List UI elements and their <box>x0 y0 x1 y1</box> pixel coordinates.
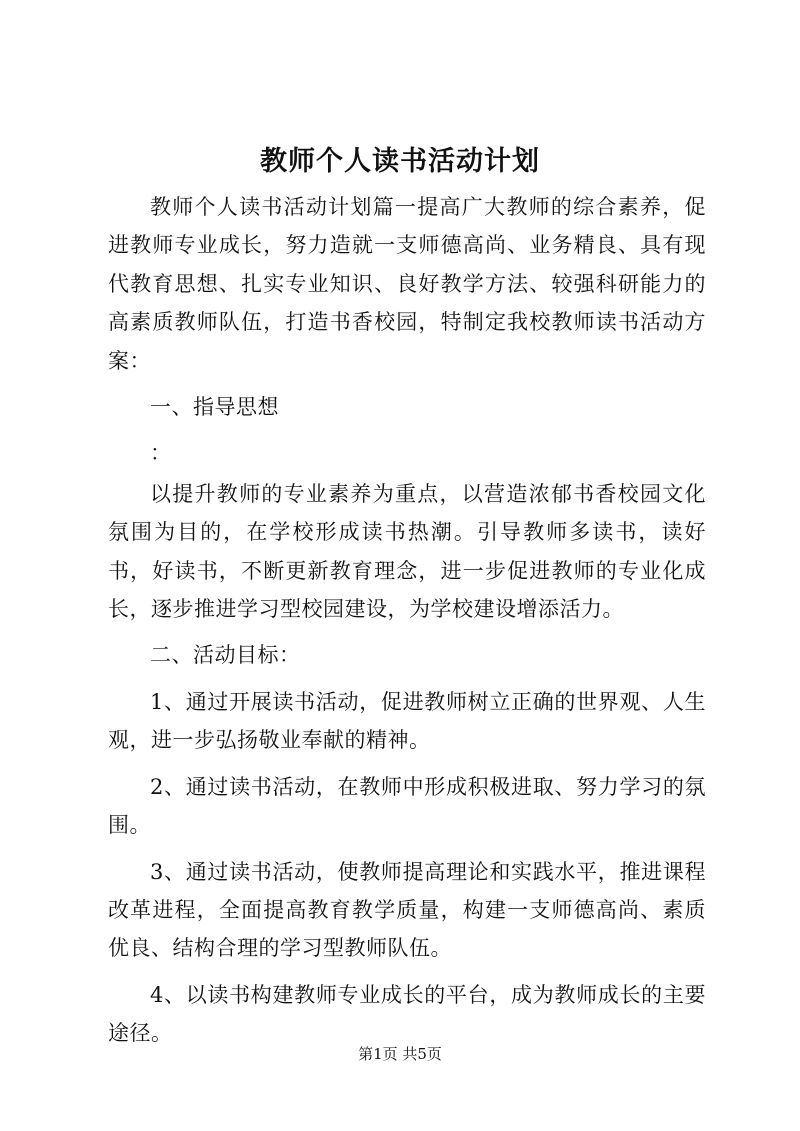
intro-paragraph: 教师个人读书活动计划篇一提高广大教师的综合素养，促进教师专业成长，努力造就一支师德高尚、业务精良、具有现代教育思想、扎实专业知识、良好教学方法、较强科研能力的高素质教师队伍，打造书香校园，特制定我校教师读书活动方案： <box>108 195 706 373</box>
section-heading-activity-goals: 二、活动目标： <box>150 643 301 668</box>
goal-item-2: 2、通过读书活动，在教师中形成积极进取、努力学习的氛围。 <box>108 774 706 838</box>
page-number-footer: 第1页 共5页 <box>358 1045 442 1063</box>
document-body <box>108 188 706 1061</box>
document-title: 教师个人读书活动计划 <box>260 146 540 177</box>
goal-item-3: 3、通过读书活动，使教师提高理论和实践水平，推进课程改革进程，全面提高教育教学质量，构建一支师德高尚、素质优良、结构合理的学习型教师队伍。 <box>108 859 706 961</box>
colon-line: ： <box>150 441 172 466</box>
goal-item-4: 4、以读书构建教师专业成长的平台，成为教师成长的主要途径。 <box>108 982 706 1046</box>
guiding-thought-paragraph: 以提升教师的专业素养为重点，以营造浓郁书香校园文化氛围为目的，在学校形成读书热潮。引导教师多读书，读好书，好读书，不断更新教育理念，进一步促进教师的专业化成长，逐步推进学习型校园建设，为学校建设增添活力。 <box>108 481 706 622</box>
goal-item-1: 1、通过开展读书活动，促进教师树立正确的世界观、人生观，进一步弘扬敬业奉献的精神。 <box>108 689 706 753</box>
section-heading-guiding-thought: 一、指导思想 <box>150 395 279 420</box>
